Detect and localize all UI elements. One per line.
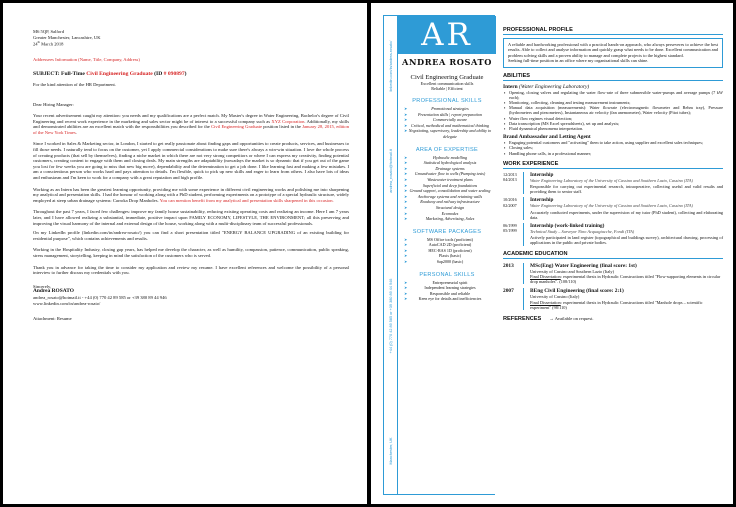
intern-ability-item: ▪ Fluid dynamical phenomena interpretation.	[503, 126, 723, 131]
vertical-location: Manchester, UK	[389, 437, 393, 465]
expertise-item: ➤ Marketing, Advertising, Sales	[398, 216, 496, 222]
vertical-linkedin: linkedin.com/in/andrea-rosato/	[389, 40, 393, 92]
education-list	[503, 263, 723, 310]
work-dates: 12/2013 04/2013	[503, 171, 517, 183]
software-item: ➤ AutoCAD 2D (proficient)	[398, 242, 496, 248]
brand-ability-title: Brand Ambassador and Letting Agent	[503, 134, 591, 141]
professional-skill-item: ➤ Critical, methodical and mathematical thinking	[398, 123, 496, 129]
profile-heading: PROFESSIONAL PROFILE	[503, 27, 723, 35]
expertise-item: ➤ Wastewater treatment plans	[398, 177, 496, 183]
letter-paragraph-1: Your recent advertisement caught my attention: you needs and my qualifications are a perfect match. My Master's degree in Water Engineering, Bachelor's degree of Civil Engineering and recent work experience in the marketing and sales sector might be of interest to a successful company such as XYZ Corporation. Additionally, my skills and demonstrated abilities are an excellent match with the responsibilities you described for the Civil Engineering Graduate position listed in the January 28, 2015, edition of the New York Times.	[33, 113, 349, 135]
brand-ability-item: ▪ Closing sales;	[503, 145, 723, 150]
letter-paragraph-5: On my LinkedIn profile (linkedin.com/in/andrea-rosato/) you can find a short presentation titled "ENERGY BALANCE UPGRADING of an existing building for residential purpose", which contains achievements and results.	[33, 230, 349, 241]
signature-name: Andrea ROSATO	[33, 288, 74, 295]
letter-paragraph-4: Throughout the past 7 years, I faced few challenges: improve my family house sustainability, reducing existing operating costs and realizing an income. Here I am 7 years later, and I have allowed realizing a substantial, immediate, positive impact upon FAMILY ECONOMY, LIFESTYLE, THE ENVIRONMENT; all this preserving and improving the visual harmony of the internal and external design of the house, working along with a multi-disciplinary team of successful professionals.	[33, 209, 349, 226]
brand-ability-item: ▪ Handling phone calls, in a professional manner;	[503, 151, 723, 156]
salutation: Dear Hiring Manager:	[33, 101, 74, 107]
software-heading: SOFTWARE PACKAGES	[412, 228, 482, 235]
vertical-email: andrea_rosato@hotmail.it	[389, 149, 393, 193]
professional-skills-list	[398, 106, 496, 140]
software-list	[398, 237, 496, 265]
closing: Sincerely,	[33, 283, 52, 289]
education-title: BEng Civil Engineering (final score: 2:1)	[530, 288, 624, 295]
education-body	[523, 263, 723, 285]
expertise-item: ➤ Structural design	[398, 205, 496, 211]
linkedin-line: www.linkedin.com/in/andrea-rosato/	[33, 300, 101, 306]
expertise-item: ➤ Statistical hydrological analysis	[398, 160, 496, 166]
brand-ability-item: ▪ Engaging potential customers and "activating" them to take action, using supplier and excellent sales techniques;	[503, 140, 723, 145]
professional-skill-item: ➤ Presentation skills | report preparation	[398, 112, 496, 118]
letter-paragraph-6: Working in the Hospitality Industry, closing gap years, has helped me develop the character, as well as humility, compassion, patience, communication, public speaking, stress management, storytelling, keeping in mind the satisfaction of the customers who is served.	[33, 247, 349, 258]
expertise-item: ➤ Hydraulic modelling	[398, 155, 496, 161]
profile-text-1: A reliable and hardworking professional with a practical hands-on approach, who always perseveres to achieve the best results. Able to collect and analyse information and quickly grasp what needs to be done. Excellent communication and problem solving skills and a proven ability to manage and complete projects to the highest standard.	[508, 42, 718, 58]
intern-ability-list	[503, 90, 723, 132]
work-body	[523, 197, 723, 220]
intern-ability-title: Intern (Water Engineering Laboratory)	[503, 83, 590, 90]
resume-name: ANDREA ROSATO	[402, 57, 492, 67]
software-item: ➤ MS Office tools (proficient)	[398, 237, 496, 243]
software-item: ➤ Plaxis (basic)	[398, 253, 496, 259]
education-year: 2007	[503, 288, 514, 295]
personal-skill-item: ➤ Keen eye for details and inefficiencies	[398, 296, 496, 302]
professional-skills-heading: PROFESSIONAL SKILLS	[412, 98, 482, 104]
work-description: Responsible for carrying out experimental research, intraoperative, collecting useful and valid results and providing them to senior staff.	[530, 184, 723, 195]
software-item: ➤ HEC-RAS 1D (proficient)	[398, 248, 496, 254]
personal-skill-item: ➤ Independent learning strategies	[398, 285, 496, 291]
work-entry	[503, 197, 723, 220]
expertise-item: ➤ Ecomodes	[398, 211, 496, 217]
letter-paragraph-2: Since I worked in Sales & Marketing sector, in London, I started to get really passionate about finding gaps and opportunities to create products, services, and businesses to fill those needs. I naturally tend to focus on the customer, yet I apply commercial considerations to make sure there's always a win-win situation. I love the whole process of creating products (that sell by themselves), finding a niche market in which there are not very strong competitors or where I can express my creativity, finding potential customers, creating content to engage with them and closing deals. My main strengths are adaptability (nowadays the market is so dynamic that if you get out of the game you lost for few weeks you are going to miss that new big move), dependability and the determination to get a job done. I like learning fast and making a few mistakes. I am a conscientious person who works hard and pays attention to details. I'm flexible, quick to pick up new skills and eager to learn from others. I also have lots of ideas and enthusiasm and I'm keen to work for a company with a great reputation and high profile.	[33, 141, 349, 181]
expertise-item: ➤ Roadway and railway infrastructure	[398, 199, 496, 205]
profile-text-2: Seeking full-time position in an office where my organisational skills can shine.	[508, 58, 649, 64]
education-dissertation: Final Dissertation: experimental thesis in Hydraulic Constructions titled "Flow-supporting elements in circular drop manholes". (108/110)	[530, 273, 721, 285]
professional-skill-item: ➤ Commercially aware	[398, 117, 496, 123]
work-body	[523, 172, 723, 195]
letter-date: 24th March 2018	[33, 40, 64, 47]
education-heading: ACADEMIC EDUCATION	[503, 251, 723, 259]
references-row	[503, 316, 723, 322]
work-entry	[503, 223, 723, 246]
personal-skill-item: ➤ Entrepreneurial spirit	[398, 280, 496, 286]
education-entry	[503, 263, 723, 285]
subject-line: SUBJECT: Full-Time Civil Engineering Graduate (ID # 090897)	[33, 70, 187, 77]
resume-role: Civil Engineering Graduate	[410, 74, 484, 81]
work-company: Technical Study – Surveyor Nino Acquagiacche, Fondi (ITA)	[530, 229, 635, 235]
intern-ability-item: ▪ Data transcription (MS Excel spreadsheets), set up and analysis;	[503, 121, 723, 126]
monogram: AR	[398, 16, 496, 54]
expertise-item: ➤ Groundwater flow to wells (Pumping tests)	[398, 171, 496, 177]
sender-address	[33, 29, 349, 47]
attention-line: For the kind attention of the HR Department.	[33, 81, 116, 87]
attachment-line: Attachment: Resume	[33, 316, 72, 322]
education-entry	[503, 288, 723, 310]
education-school: University of Cassino and Southern Lazio (Italy)	[530, 268, 615, 274]
references-text: → Available on request.	[549, 315, 594, 321]
recipient-info: Addressees Information (Name, Title, Company, Address)	[33, 57, 140, 63]
personal-skills-list	[398, 280, 496, 302]
work-company: Water Engineering Laboratory of the University of Cassino and Southern Lazio, Cassino (ITA)	[530, 203, 693, 209]
resume-main	[503, 27, 723, 322]
work-title: Internship	[530, 171, 554, 178]
education-year: 2013	[503, 262, 514, 269]
tagline-2: Reliable | Efficient	[431, 86, 463, 91]
letter-paragraph-7: Thank you in advance for taking the time to consider my application and review my resume. I have excellent references and welcome the possibility of a personal interview to further discuss my credentials with you.	[33, 264, 349, 276]
profile-box	[503, 38, 723, 68]
education-title: MSc(Eng) Water Engineering (final score: 1st)	[530, 262, 637, 269]
professional-skill-item: ➤ Negotiating, supervisory, leadership and ability to delegate	[398, 128, 496, 139]
work-company: Water Engineering Laboratory of the University of Cassino and Southern Lazio, Cassino (ITA)	[530, 177, 693, 183]
work-list	[503, 172, 723, 246]
letter-paragraph-3: Working as an Intern has been the greatest learning opportunity, providing me with some experience in different civil engineering works and polishing me into sharpening my analytical and presentation skills. I had the honour of working along with a PhD student, performing experiments on a prototype of a special hydraulic structure, widely employed at steep urban drainage systems: Carroka Drop Manholes. You can mention benefit from my analytical and presentation skills sharpened in this occasion.	[33, 186, 349, 203]
intern-ability-item: ▪ Monitoring, collecting, cleaning and testing measurement instruments;	[503, 100, 723, 105]
resume-sidebar	[383, 15, 495, 495]
work-description: Actively participated in land register (topographical and buildings survey), architectural drawing, processing of applications in the public and private bodies.	[530, 235, 723, 246]
education-dissertation: Final Dissertation: experimental thesis in Hydraulic Constructions titled "Manhole drops – scientific experiment" (98/110)	[530, 299, 703, 310]
contact-strip	[384, 16, 398, 494]
references-heading: REFERENCES	[503, 315, 542, 322]
tagline-1: Excellent communication skills	[420, 81, 474, 86]
work-heading: WORK EXPERIENCE	[503, 161, 723, 169]
work-dates: 10/2016 02/2007	[503, 197, 517, 208]
work-title: Internship	[530, 197, 554, 204]
sidebar-content	[398, 16, 496, 494]
cover-letter-page	[3, 3, 367, 504]
intern-ability-item: ▪ Water flow regimes visual detection;	[503, 116, 723, 121]
address-line-2: Greater Manchester, Lancashire, UK	[33, 34, 101, 40]
abilities-heading: ABILITIES	[503, 73, 723, 81]
resume-page	[371, 3, 733, 504]
education-body	[523, 288, 723, 310]
work-dates: 06/1999 05/1999	[503, 223, 517, 234]
work-title: Internship (work-linked training)	[530, 223, 605, 230]
contact-line: andrea_rosato@hotmail.it - +44 (0) 770 42 89 585 or +39 380 89 44 946	[33, 294, 167, 300]
software-item: ➤ Sap2000 (basic)	[398, 259, 496, 265]
expertise-list	[398, 155, 496, 222]
work-body	[523, 223, 723, 246]
intern-ability-item: ▪ Opening, closing valves and regulating the water flow-rate of three submersible water-pumps and average pumps (7 kW each);	[503, 90, 723, 100]
personal-skill-item: ➤ Responsible and reliable	[398, 291, 496, 297]
expertise-item: ➤ Drainage systems	[398, 166, 496, 172]
expertise-item: ➤ Superficial and deep foundations	[398, 183, 496, 189]
expertise-item: ➤ Ground support, consolidation and water sealing	[398, 188, 496, 194]
work-description: Accurately conducted experiments, under the supervision of my tutor (PhD student), collecting and elaborating data.	[530, 209, 723, 220]
education-school: University of Cassino (Italy)	[530, 294, 580, 300]
address-line-1: M6 5QP, Salford	[33, 29, 65, 34]
work-entry	[503, 172, 723, 195]
brand-ability-list	[503, 140, 723, 156]
vertical-phone: +44 (0) 770 42 89 585 or +39 380 89 44 946	[389, 278, 393, 354]
expertise-heading: AREA OF EXPERTISE	[415, 146, 479, 153]
intern-ability-item: ▪ Manual data acquisition (measurements): Water flowrate (electromagnetic flowmeter and Rehm tray), Pressure (hydrometers and piezometers), Instantaneous air velocity (fan anemometer), Water velocity (Pitot tubes);	[503, 105, 723, 115]
personal-skills-heading: PERSONAL SKILLS	[419, 271, 475, 278]
expertise-item: ➤ Anchorage systems and retaining walls	[398, 194, 496, 200]
professional-skill-item: ➤ Promotional strategies	[398, 106, 496, 112]
